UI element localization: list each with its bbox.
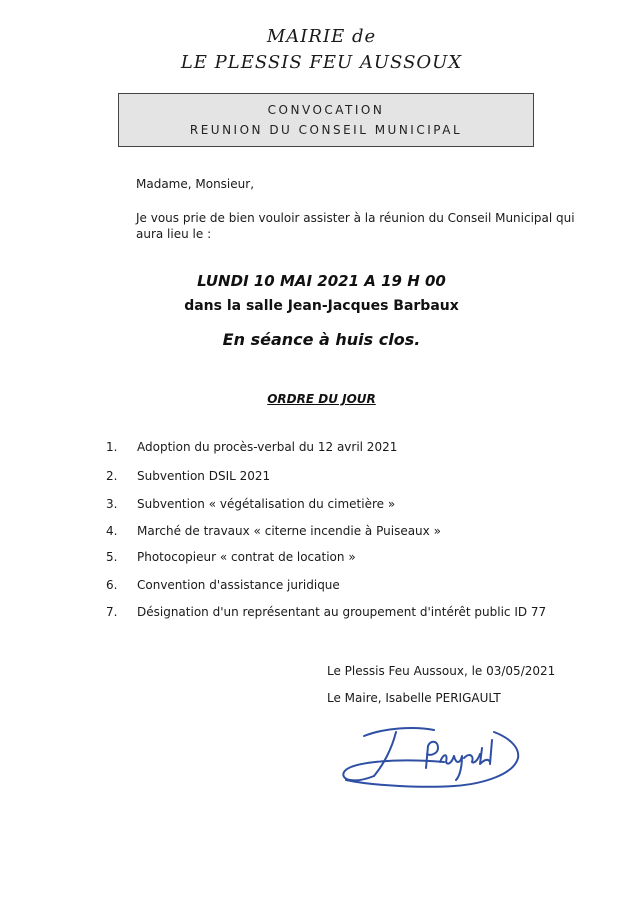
agenda-item-number: 3.: [106, 497, 118, 511]
intro-line-2: aura lieu le :: [136, 227, 212, 241]
agenda-item-number: 4.: [106, 524, 118, 538]
agenda-item-number: 6.: [106, 578, 118, 592]
mayor-name: Le Maire, Isabelle PERIGAULT: [327, 691, 501, 705]
agenda-item: [0, 550, 643, 568]
agenda-item: [0, 605, 643, 623]
signature-strokes: [343, 728, 518, 787]
agenda-item: [0, 578, 643, 596]
agenda-item: [0, 524, 643, 542]
convocation-title: CONVOCATION: [267, 103, 385, 117]
meeting-date: LUNDI 10 MAI 2021 A 19 H 00: [197, 272, 446, 290]
salutation: Madame, Monsieur,: [136, 177, 255, 191]
agenda-item-label: Photocopieur « contrat de location »: [137, 550, 356, 564]
agenda-item-label: Convention d'assistance juridique: [137, 578, 340, 592]
agenda-item-label: Subvention DSIL 2021: [137, 469, 271, 483]
agenda-item-number: 5.: [106, 550, 118, 564]
commune-name: LE PLESSIS FEU AUSSOUX: [180, 52, 463, 73]
agenda-item-label: Marché de travaux « citerne incendie à Puiseaux »: [137, 524, 441, 538]
intro-line-1: Je vous prie de bien vouloir assister à la réunion du Conseil Municipal qui: [136, 211, 575, 225]
agenda-title: ORDRE DU JOUR: [267, 392, 376, 406]
signature-image: [334, 718, 526, 790]
agenda-item-number: 1.: [106, 440, 118, 454]
convocation-subtitle: REUNION DU CONSEIL MUNICIPAL: [189, 123, 463, 137]
agenda-item: [0, 440, 643, 458]
session-type: En séance à huis clos.: [222, 330, 421, 349]
agenda-item-number: 7.: [106, 605, 118, 619]
place-and-date: Le Plessis Feu Aussoux, le 03/05/2021: [327, 664, 556, 678]
agenda-item-number: 2.: [106, 469, 118, 483]
agenda-item-label: Subvention « végétalisation du cimetière »: [137, 497, 396, 511]
mairie-title: MAIRIE de: [266, 26, 377, 47]
meeting-location: dans la salle Jean-Jacques Barbaux: [184, 298, 459, 314]
agenda-item-label: Adoption du procès-verbal du 12 avril 2021: [137, 440, 398, 454]
agenda-item: [0, 497, 643, 515]
agenda-item: [0, 469, 643, 487]
agenda-item-label: Désignation d'un représentant au groupement d'intérêt public ID 77: [137, 605, 547, 619]
